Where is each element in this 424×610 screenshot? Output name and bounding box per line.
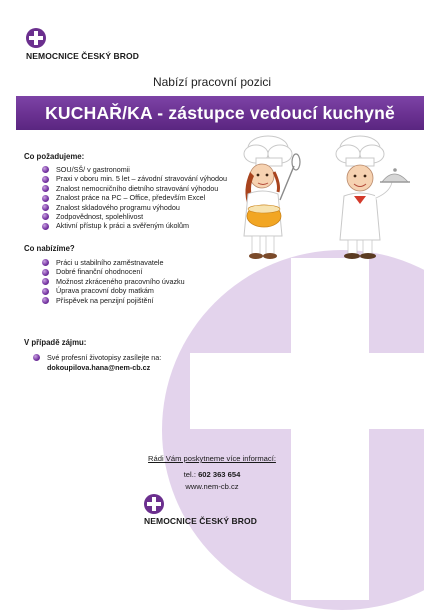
bullet-icon xyxy=(42,223,49,230)
bullet-icon xyxy=(42,269,49,276)
footer-org-name: NEMOCNICE ČESKÝ BROD xyxy=(144,516,257,526)
bullet-icon xyxy=(42,259,49,266)
job-title: KUCHAŘ/KA - zástupce vedoucí kuchyně xyxy=(45,103,395,123)
contact-block xyxy=(33,353,161,372)
list-item: Práci u stabilního zaměstnavatele xyxy=(42,258,185,267)
bullet-icon xyxy=(42,213,49,220)
bullet-icon xyxy=(42,204,49,211)
website-link[interactable]: www.nem-cb.cz xyxy=(185,482,239,491)
list-item: Znalost nemocničního dietního stravování výhodou xyxy=(42,184,227,193)
requirements-list xyxy=(42,165,227,231)
contact-heading: V případě zájmu: xyxy=(24,338,87,347)
cross-watermark-horizontal-bar xyxy=(190,353,424,429)
list-item: Znalost práce na PC – Office, především Excel xyxy=(42,193,227,202)
bullet-icon xyxy=(33,354,40,361)
bullet-icon xyxy=(42,297,49,304)
offer-heading: Co nabízíme? xyxy=(24,244,75,253)
hospital-logo-icon xyxy=(26,28,46,48)
requirements-heading: Co požadujeme: xyxy=(24,152,85,161)
hospital-logo-icon xyxy=(144,494,164,514)
list-item: SOU/SŠ/ v gastronomii xyxy=(42,165,227,174)
bullet-icon xyxy=(42,195,49,202)
cartoon-chefs-illustration xyxy=(222,132,418,262)
contact-email[interactable]: dokoupilova.hana@nem-cb.cz xyxy=(47,362,151,372)
bullet-icon xyxy=(42,278,49,285)
header-org-name: NEMOCNICE ČESKÝ BROD xyxy=(26,51,139,61)
male-chef-figure xyxy=(336,136,410,259)
page-subtitle: Nabízí pracovní pozici xyxy=(152,75,272,89)
phone-number[interactable]: 602 363 654 xyxy=(198,470,241,479)
phone-line xyxy=(0,470,424,479)
contact-line xyxy=(33,353,161,363)
title-banner xyxy=(16,96,424,130)
offer-list xyxy=(42,258,185,305)
list-item: Aktivní přístup k práci a svěřeným úkolům xyxy=(42,221,227,230)
phone-label: tel.: xyxy=(183,470,196,479)
list-item: Znalost skladového programu výhodou xyxy=(42,203,227,212)
list-item: Zodpovědnost, spolehlivost xyxy=(42,212,227,221)
list-item: Praxi v oboru min. 5 let – závodní stravování výhodou xyxy=(42,174,227,183)
list-item: Možnost zkráceného pracovního úvazku xyxy=(42,277,185,286)
list-item: Dobré finanční ohodnocení xyxy=(42,267,185,276)
contact-text: Své profesní životopisy zasílejte na: xyxy=(47,353,162,362)
bullet-icon xyxy=(42,176,49,183)
info-line: Rádi Vám poskytneme více informací: xyxy=(148,454,276,463)
bullet-icon xyxy=(42,166,49,173)
female-chef-figure xyxy=(244,136,300,259)
bullet-icon xyxy=(42,185,49,192)
list-item: Úprava pracovní doby matkám xyxy=(42,286,185,295)
cross-watermark-vertical-bar xyxy=(291,258,369,600)
bullet-icon xyxy=(42,288,49,295)
list-item: Příspěvek na penzijní pojištění xyxy=(42,296,185,305)
